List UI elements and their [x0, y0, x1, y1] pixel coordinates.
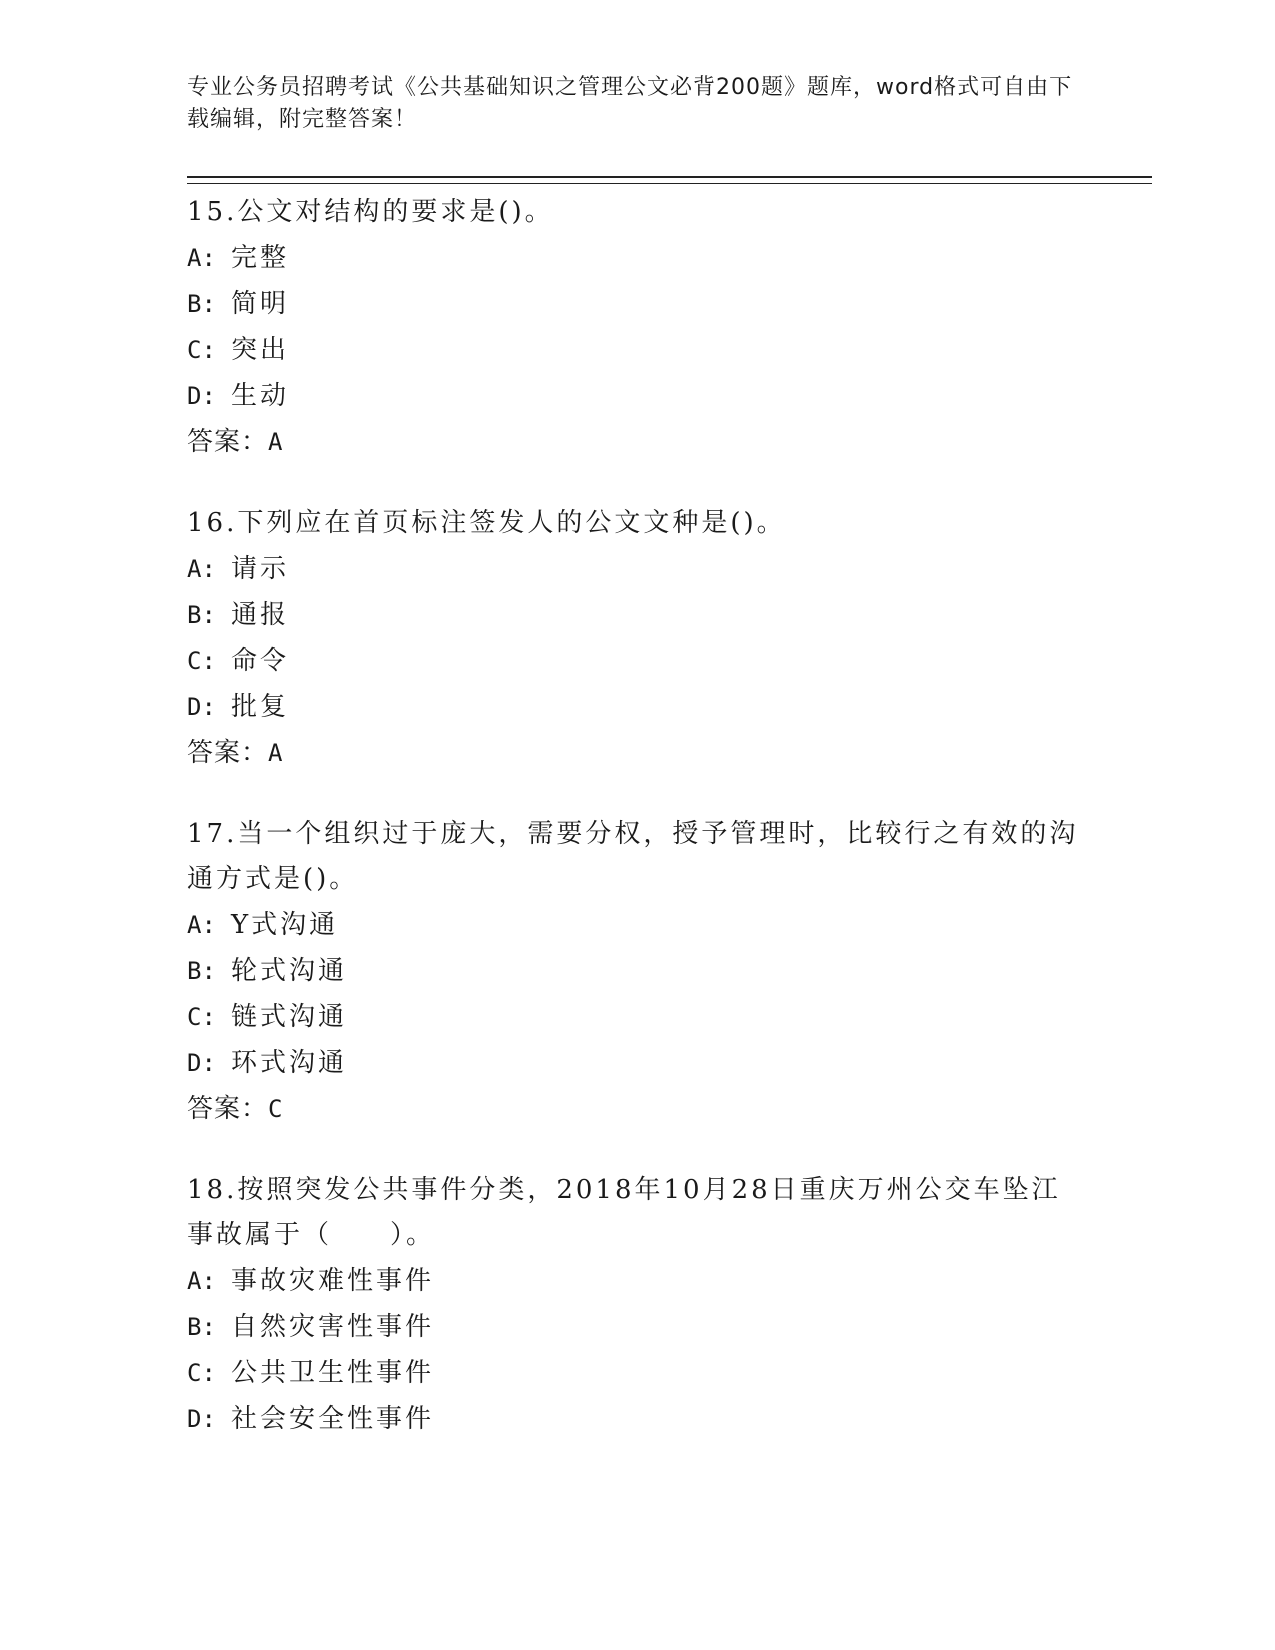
- option-key: B:: [187, 601, 216, 629]
- question-item: [187, 812, 1087, 1132]
- option-text: 通报: [231, 600, 290, 630]
- question-stem: 17.当一个组织过于庞大，需要分权，授予管理时，比较行之有效的沟通方式是()。: [187, 819, 1079, 894]
- option-key: C:: [187, 647, 216, 675]
- option-a: [187, 1258, 1087, 1304]
- option-c: [187, 327, 1087, 373]
- option-key: A:: [187, 911, 216, 939]
- question-item: [187, 501, 1087, 776]
- header-divider: [187, 176, 1152, 184]
- option-key: D:: [187, 693, 216, 721]
- option-key: A:: [187, 244, 216, 272]
- option-b: [187, 948, 1087, 994]
- answer-value: A: [268, 428, 284, 456]
- option-c: [187, 638, 1087, 684]
- option-text: 批复: [231, 692, 290, 722]
- option-key: A:: [187, 1267, 216, 1295]
- option-text: 简明: [231, 289, 290, 319]
- answer-line: [187, 1086, 1087, 1132]
- option-text: Y式沟通: [231, 910, 339, 940]
- answer-line: [187, 419, 1087, 465]
- document-header: 专业公务员招聘考试《公共基础知识之管理公文必背200题》题库，word格式可自由下载编辑，附完整答案！: [187, 75, 1073, 132]
- option-a: [187, 902, 1087, 948]
- option-text: 命令: [231, 646, 290, 676]
- question-item: [187, 1168, 1087, 1442]
- option-key: B:: [187, 290, 216, 318]
- option-text: 社会安全性事件: [231, 1404, 435, 1434]
- option-key: B:: [187, 1313, 216, 1341]
- option-b: [187, 592, 1087, 638]
- option-key: C:: [187, 336, 216, 364]
- answer-label: 答案：: [187, 427, 269, 457]
- answer-label: 答案：: [187, 738, 269, 768]
- option-key: B:: [187, 957, 216, 985]
- option-key: D:: [187, 382, 216, 410]
- option-a: [187, 235, 1087, 281]
- option-key: D:: [187, 1049, 216, 1077]
- option-text: 突出: [231, 335, 290, 365]
- option-key: C:: [187, 1359, 216, 1387]
- option-b: [187, 281, 1087, 327]
- option-text: 轮式沟通: [231, 956, 348, 986]
- question-item: [187, 190, 1087, 465]
- option-text: 生动: [231, 381, 290, 411]
- option-b: [187, 1304, 1087, 1350]
- option-text: 请示: [231, 554, 290, 584]
- option-d: [187, 1040, 1087, 1086]
- option-key: A:: [187, 555, 216, 583]
- option-key: D:: [187, 1405, 216, 1433]
- answer-line: [187, 730, 1087, 776]
- answer-value: A: [268, 739, 284, 767]
- question-stem: 18.按照突发公共事件分类，2018年10月28日重庆万州公交车坠江事故属于（ ）。: [187, 1175, 1061, 1250]
- question-list: [187, 190, 1087, 1478]
- option-text: 事故灾难性事件: [231, 1266, 435, 1296]
- option-text: 自然灾害性事件: [231, 1312, 435, 1342]
- answer-value: C: [268, 1095, 284, 1123]
- option-d: [187, 373, 1087, 419]
- question-stem: 16.下列应在首页标注签发人的公文文种是()。: [187, 508, 786, 538]
- option-a: [187, 546, 1087, 592]
- option-c: [187, 1350, 1087, 1396]
- option-text: 环式沟通: [231, 1048, 348, 1078]
- option-d: [187, 1396, 1087, 1442]
- option-text: 完整: [231, 243, 290, 273]
- option-d: [187, 684, 1087, 730]
- option-text: 公共卫生性事件: [231, 1358, 435, 1388]
- option-text: 链式沟通: [231, 1002, 348, 1032]
- option-key: C:: [187, 1003, 216, 1031]
- question-stem: 15.公文对结构的要求是()。: [187, 197, 554, 227]
- option-c: [187, 994, 1087, 1040]
- answer-label: 答案：: [187, 1094, 269, 1124]
